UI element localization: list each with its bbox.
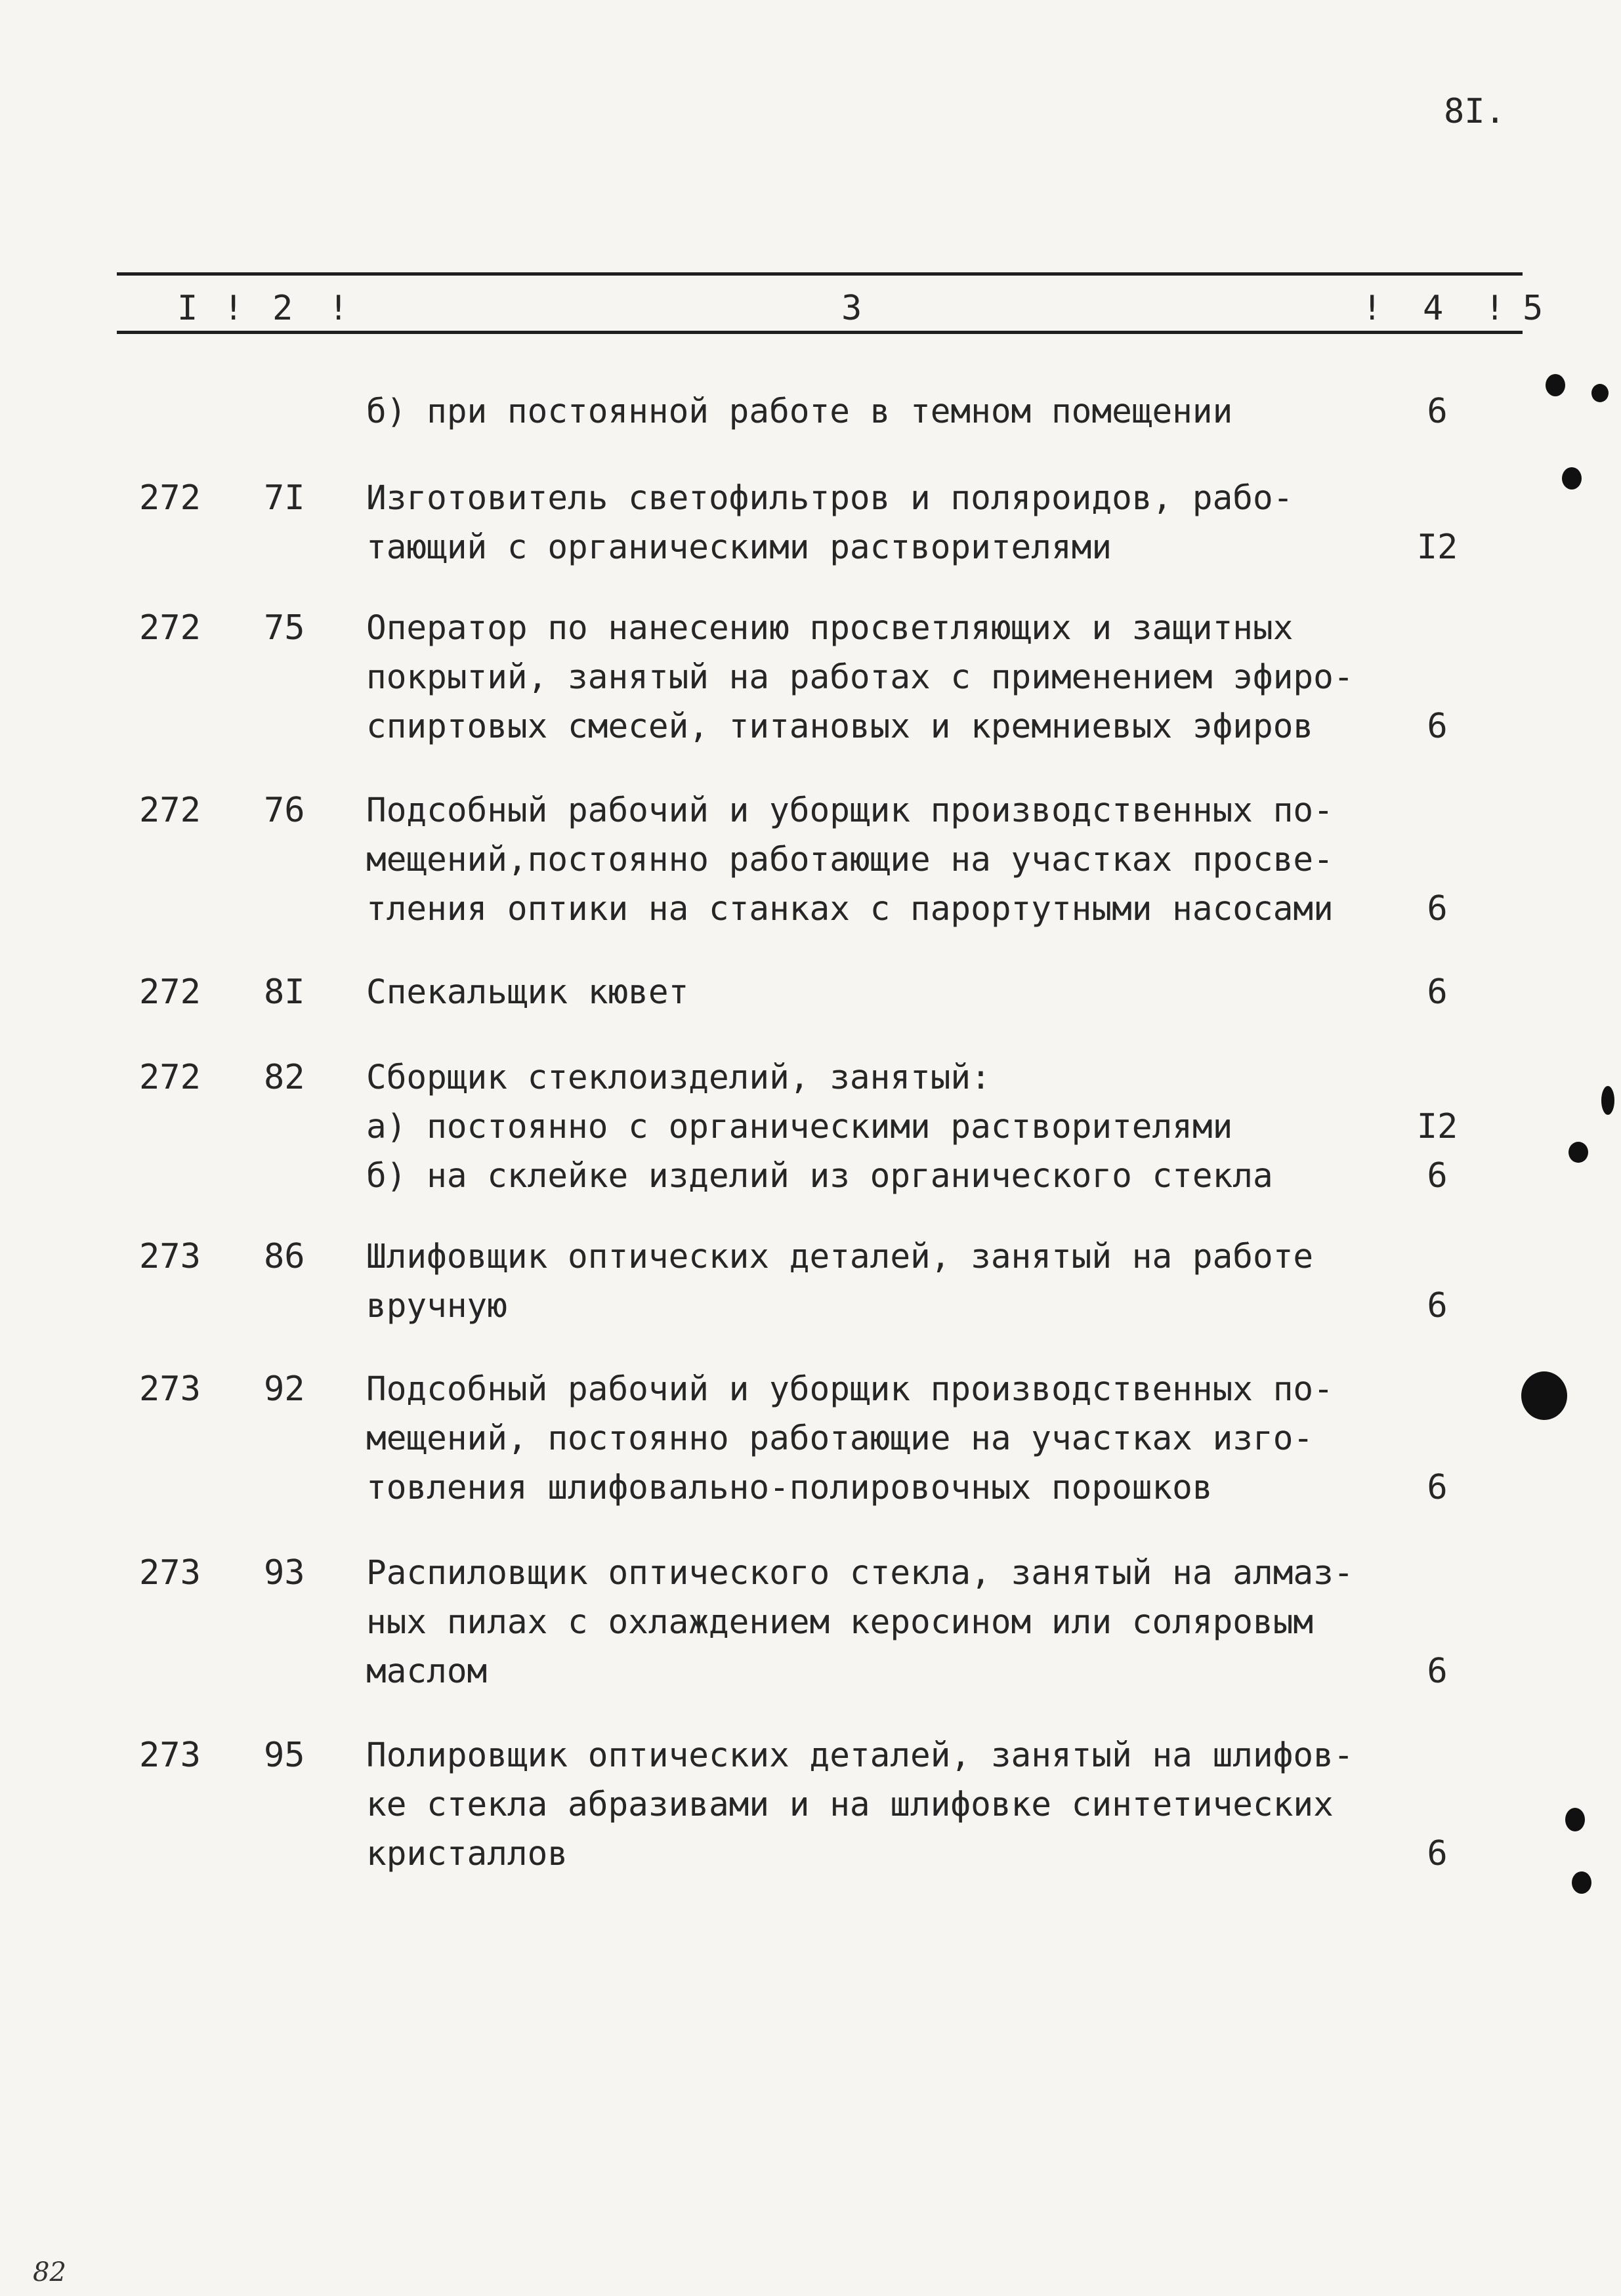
row-code-2: 82	[264, 1058, 305, 1097]
header-sep-4: !	[1484, 289, 1505, 328]
row-value	[1378, 1780, 1496, 1829]
row-value	[1378, 1598, 1496, 1647]
row-value-column	[1378, 1365, 1496, 1513]
ink-stain	[1568, 1142, 1588, 1163]
row-value: 6	[1427, 1156, 1448, 1196]
description-line: Оператор по нанесению просветляющих и защитных	[366, 609, 1294, 648]
row-value-column	[1378, 1731, 1496, 1879]
description-line: мещений, постоянно работающие на участках изго-	[366, 1419, 1314, 1458]
description-line: Изготовитель светофильтров и поляроидов, рабо-	[366, 479, 1294, 518]
row-value-column	[1378, 1549, 1496, 1696]
header-col-1: I	[177, 289, 198, 328]
row-code-1: 272	[139, 791, 201, 830]
row-code-1: 273	[139, 1237, 201, 1276]
row-code-2: 8I	[264, 972, 305, 1012]
description-line: мещений,постоянно работающие на участках просве-	[366, 841, 1334, 879]
description-line: тления оптики на станках с парортутными насосами	[366, 890, 1334, 929]
row-value: 6	[1427, 1286, 1448, 1325]
description-line: ке стекла абразивами и на шлифовке синтетических	[366, 1785, 1334, 1824]
row-code-1: 273	[139, 1736, 201, 1775]
row-value	[1378, 1414, 1496, 1463]
description-line: вручную	[366, 1287, 507, 1325]
description-line: кристаллов	[366, 1835, 568, 1873]
row-description	[366, 1053, 1390, 1201]
row-code-1: 272	[139, 972, 201, 1012]
description-line: Подсобный рабочий и уборщик производственных по-	[366, 1370, 1334, 1409]
description-line: Спекальщик кювет	[366, 973, 689, 1012]
row-value: 6	[1427, 889, 1448, 929]
row-value: 6	[1427, 392, 1448, 431]
row-code-2: 86	[264, 1237, 305, 1276]
row-value	[1378, 1232, 1496, 1282]
ink-stain	[1562, 467, 1582, 490]
row-code-1: 272	[139, 1058, 201, 1097]
header-col-2: 2	[272, 289, 293, 328]
row-code-2: 7I	[264, 478, 305, 518]
row-description	[366, 1731, 1390, 1879]
row-code-2: 76	[264, 791, 305, 830]
row-value-column	[1378, 604, 1496, 751]
row-value: 6	[1427, 972, 1448, 1012]
row-value: I2	[1416, 528, 1458, 567]
row-value	[1378, 835, 1496, 885]
row-description	[366, 604, 1390, 751]
row-value-column	[1378, 968, 1496, 1017]
description-line: Распиловщик оптического стекла, занятый на алмаз-	[366, 1554, 1354, 1593]
row-code-2: 92	[264, 1369, 305, 1409]
description-line: а) постоянно с органическими растворителями	[366, 1108, 1233, 1146]
row-value-column	[1378, 1053, 1496, 1201]
row-value-column	[1378, 1232, 1496, 1331]
description-line: Полировщик оптических деталей, занятый на шлифов-	[366, 1736, 1354, 1775]
ink-stain	[1591, 384, 1609, 402]
row-value: 6	[1427, 1468, 1448, 1507]
row-value	[1378, 1365, 1496, 1414]
row-code-1: 272	[139, 478, 201, 518]
row-code-1: 273	[139, 1553, 201, 1593]
ink-stain	[1565, 1808, 1585, 1831]
row-value-column	[1378, 387, 1496, 436]
row-value-column	[1378, 474, 1496, 572]
header-col-4: 4	[1423, 289, 1444, 328]
row-value: I2	[1416, 1107, 1458, 1146]
row-description	[366, 387, 1390, 436]
row-value	[1378, 1731, 1496, 1780]
row-value: 6	[1427, 1834, 1448, 1873]
header-col-3: 3	[841, 289, 862, 328]
row-value	[1378, 786, 1496, 835]
ink-stain	[1546, 374, 1565, 396]
table-rule-top	[117, 272, 1523, 276]
row-value	[1378, 653, 1496, 702]
handwritten-margin-note: 82	[33, 2257, 66, 2287]
table-rule-bottom	[117, 331, 1523, 334]
row-value-column	[1378, 786, 1496, 934]
description-line: Подсобный рабочий и уборщик производственных по-	[366, 791, 1334, 830]
row-value: 6	[1427, 1652, 1448, 1691]
ink-stain	[1521, 1371, 1567, 1420]
header-sep-1: !	[223, 289, 244, 328]
description-line: покрытий, занятый на работах с применением эфиро-	[366, 658, 1354, 697]
description-line: маслом	[366, 1652, 488, 1691]
row-code-1: 273	[139, 1369, 201, 1409]
row-description	[366, 474, 1390, 572]
description-line: тающий с органическими растворителями	[366, 528, 1112, 567]
description-line: спиртовых смесей, титановых и кремниевых эфиров	[366, 707, 1314, 746]
row-description	[366, 1232, 1390, 1331]
header-sep-2: !	[328, 289, 349, 328]
row-description	[366, 1365, 1390, 1513]
description-line: б) на склейке изделий из органического стекла	[366, 1157, 1273, 1196]
description-line: ных пилах с охлаждением керосином или соляровым	[366, 1603, 1314, 1642]
row-value	[1378, 604, 1496, 653]
description-line: б) при постоянной работе в темном помещении	[366, 392, 1233, 431]
row-code-2: 95	[264, 1736, 305, 1775]
page-number: 8I.	[1444, 92, 1505, 131]
row-description	[366, 968, 1390, 1017]
row-code-2: 75	[264, 608, 305, 648]
row-value	[1378, 1549, 1496, 1598]
ink-stain	[1601, 1086, 1614, 1115]
row-value: 6	[1427, 707, 1448, 746]
description-line: Сборщик стеклоизделий, занятый:	[366, 1058, 991, 1097]
row-code-2: 93	[264, 1553, 305, 1593]
row-description	[366, 1549, 1390, 1696]
row-code-1: 272	[139, 608, 201, 648]
ink-stain	[1572, 1871, 1591, 1894]
header-sep-3: !	[1362, 289, 1383, 328]
description-line: Шлифовщик оптических деталей, занятый на работе	[366, 1238, 1314, 1276]
header-col-5: 5	[1523, 289, 1544, 328]
row-value	[1378, 1053, 1496, 1102]
row-description	[366, 786, 1390, 934]
row-value	[1378, 474, 1496, 523]
description-line: товления шлифовально-полировочных порошков	[366, 1469, 1213, 1507]
